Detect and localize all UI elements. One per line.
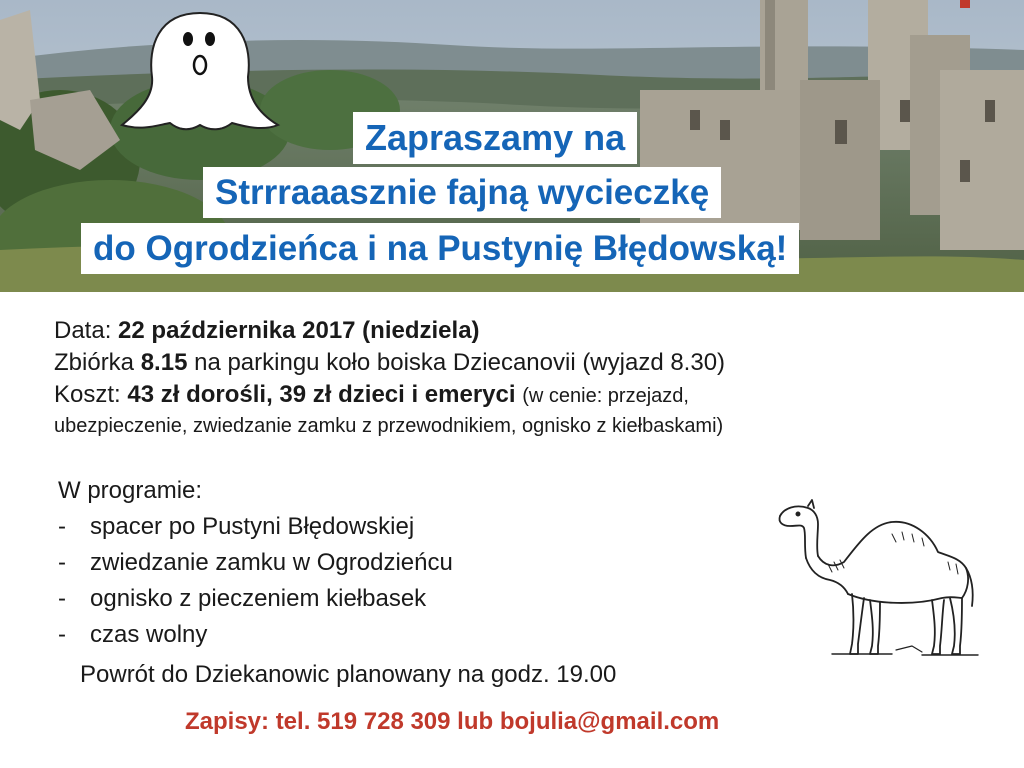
- return-info: Powrót do Dziekanowic planowany na godz. 19.00: [80, 661, 617, 688]
- cost-value: 43 zł dorośli, 39 zł dzieci i emeryci: [127, 381, 516, 408]
- headline-line-3: do Ogrodzieńca i na Pustynię Błędowską!: [81, 223, 799, 274]
- list-item: [58, 581, 453, 617]
- date-label: Data:: [54, 317, 112, 344]
- program-item-text: czas wolny: [90, 621, 208, 648]
- program-list: [58, 473, 453, 653]
- meeting-line: [54, 347, 725, 379]
- program-item-text: zwiedzanie zamku w Ogrodzieńcu: [90, 549, 453, 576]
- program-title: W programie:: [58, 477, 203, 504]
- cost-label: Koszt:: [54, 381, 121, 408]
- list-item: [58, 509, 453, 545]
- cost-note-end: ubezpieczenie, zwiedzanie zamku z przewodnikiem, ognisko z kiełbaskami): [54, 415, 724, 437]
- headline-line-1: Zapraszamy na: [353, 112, 637, 164]
- meeting-place: na parkingu koło boiska Dziecanovii (wyjazd 8.30): [194, 349, 726, 376]
- cost-note-start: (w cenie: przejazd,: [522, 385, 689, 407]
- signup-contact: Zapisy: tel. 519 728 309 lub bojulia@gmail.com: [185, 708, 720, 735]
- date-line: [54, 315, 725, 347]
- program-item-text: ognisko z pieczeniem kiełbasek: [90, 585, 427, 612]
- ghost-icon: [118, 7, 283, 135]
- headline-line-2: Strrraaasznie fajną wycieczkę: [203, 167, 721, 218]
- meeting-label: Zbiórka: [54, 349, 135, 376]
- meeting-time: 8.15: [140, 349, 188, 376]
- bullet-dash: -: [58, 513, 66, 540]
- date-value: 22 października 2017 (niedziela): [118, 317, 480, 344]
- bullet-dash: -: [58, 549, 66, 576]
- cost-line: [54, 379, 725, 411]
- trip-details: [54, 315, 725, 439]
- camel-drawing: [772, 494, 982, 664]
- list-item: [58, 617, 453, 653]
- bullet-dash: -: [58, 585, 66, 612]
- bullet-dash: -: [58, 621, 66, 648]
- program-item-text: spacer po Pustyni Błędowskiej: [90, 513, 415, 540]
- list-item: [58, 545, 453, 581]
